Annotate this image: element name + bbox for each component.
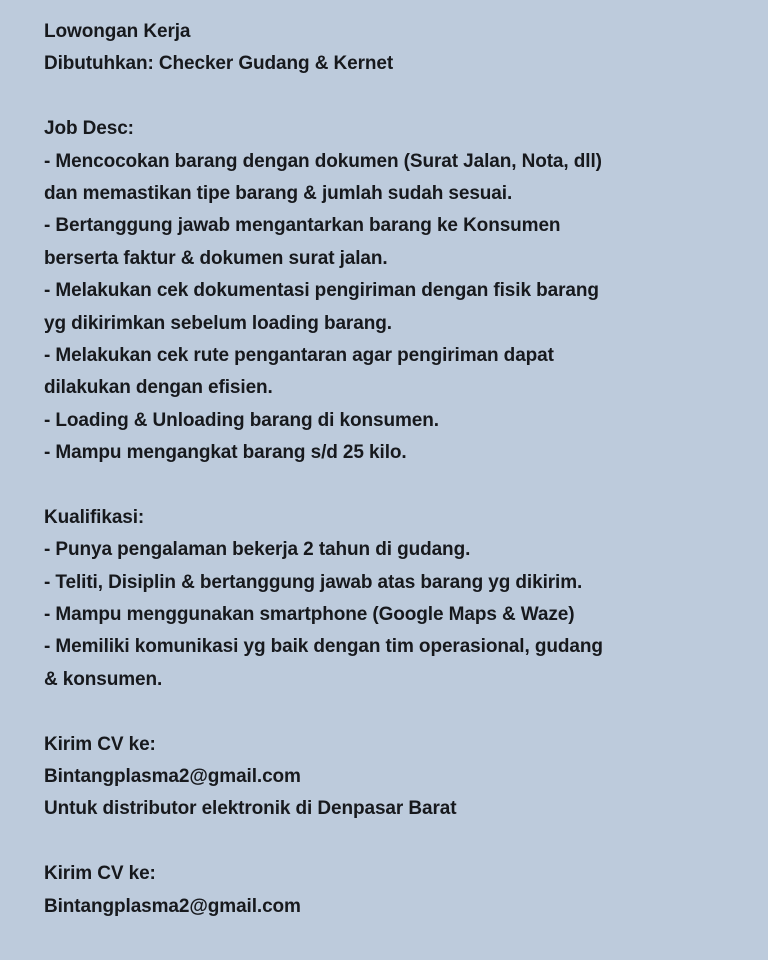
spacer (44, 826, 744, 858)
posting-subtitle: Dibutuhkan: Checker Gudang & Kernet (44, 53, 394, 75)
qualification-line: - Mampu menggunakan smartphone (Google Maps & Waze) (44, 604, 575, 626)
spacer (44, 81, 744, 113)
posting-title: Lowongan Kerja (44, 21, 191, 42)
spacer (44, 469, 744, 501)
job-desc-line: dilakukan dengan efisien. (44, 377, 273, 399)
job-desc-line: - Mencocokan barang dengan dokumen (Surat Jalan, Nota, dll) (44, 150, 602, 172)
job-desc-line: - Melakukan cek rute pengantaran agar pengiriman dapat (44, 344, 554, 366)
contact-note: Untuk distributor elektronik di Denpasar Barat (44, 798, 457, 820)
contact-email[interactable]: Bintangplasma2@gmail.com (44, 895, 301, 917)
job-desc-line: - Melakukan cek dokumentasi pengiriman dengan fisik barang (44, 280, 599, 302)
job-desc-line: - Mampu mengangkat barang s/d 25 kilo. (44, 442, 407, 464)
job-desc-line: yg dikirimkan sebelum loading barang. (44, 312, 392, 334)
qualification-line: - Teliti, Disiplin & bertanggung jawab atas barang yg dikirim. (44, 571, 583, 593)
qualification-line: - Memiliki komunikasi yg baik dengan tim operasional, gudang (44, 636, 603, 658)
qualification-line: - Punya pengalaman bekerja 2 tahun di gudang. (44, 539, 471, 561)
spacer (44, 696, 744, 728)
qualifications-heading: Kualifikasi: (44, 506, 145, 528)
job-posting (44, 16, 744, 923)
contact-heading: Kirim CV ke: (44, 863, 156, 885)
job-desc-heading: Job Desc: (44, 118, 134, 140)
contact-heading: Kirim CV ke: (44, 733, 156, 755)
job-desc-line: dan memastikan tipe barang & jumlah sudah sesuai. (44, 182, 513, 204)
qualification-line: & konsumen. (44, 668, 163, 690)
job-desc-line: berserta faktur & dokumen surat jalan. (44, 247, 388, 269)
job-desc-line: - Bertanggung jawab mengantarkan barang ke Konsumen (44, 215, 561, 237)
job-desc-line: - Loading & Unloading barang di konsumen. (44, 409, 439, 431)
contact-email[interactable]: Bintangplasma2@gmail.com (44, 765, 301, 787)
